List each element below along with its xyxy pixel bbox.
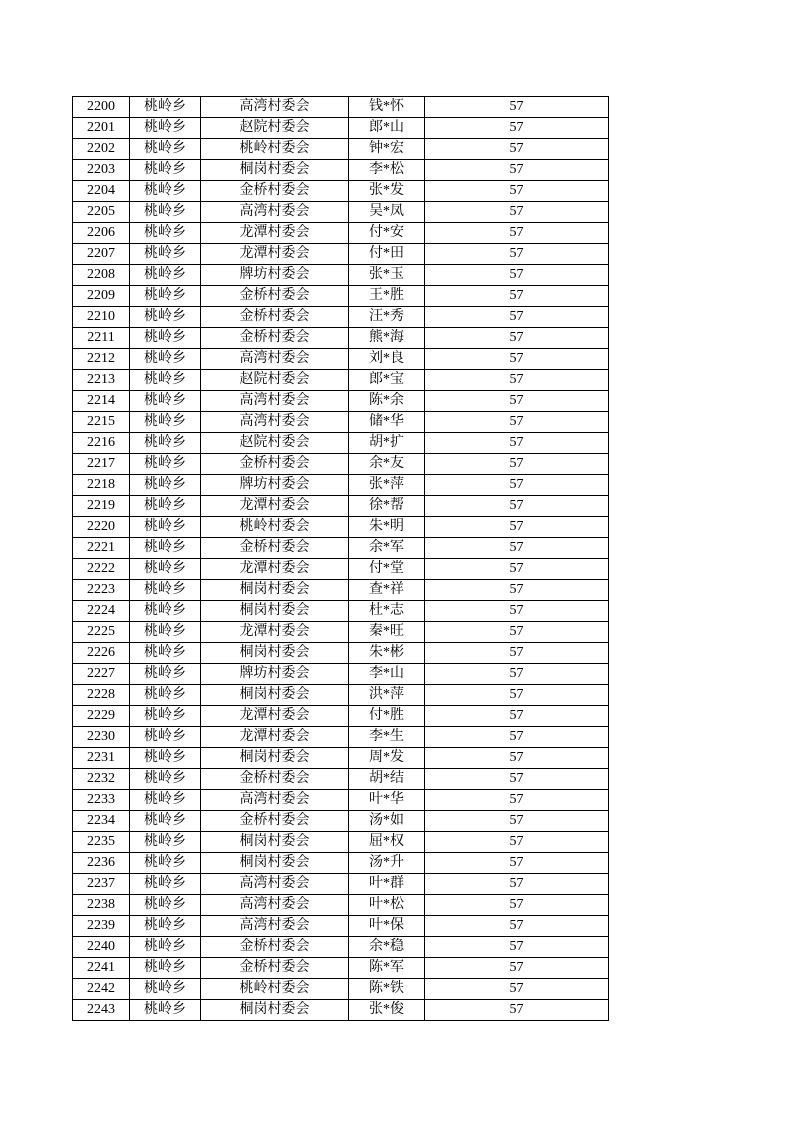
town-cell: 桃岭乡 bbox=[130, 202, 201, 223]
amount-cell: 57 bbox=[425, 118, 609, 139]
village-committee-cell: 龙潭村委会 bbox=[201, 559, 349, 580]
table-row bbox=[73, 874, 609, 895]
table-row bbox=[73, 790, 609, 811]
name-cell: 秦*旺 bbox=[349, 622, 425, 643]
table-row bbox=[73, 265, 609, 286]
village-committee-cell: 高湾村委会 bbox=[201, 874, 349, 895]
name-cell: 陈*铁 bbox=[349, 979, 425, 1000]
town-cell: 桃岭乡 bbox=[130, 307, 201, 328]
amount-cell: 57 bbox=[425, 790, 609, 811]
table-row bbox=[73, 937, 609, 958]
row-number-cell: 2237 bbox=[73, 874, 130, 895]
row-number-cell: 2203 bbox=[73, 160, 130, 181]
village-committee-cell: 龙潭村委会 bbox=[201, 622, 349, 643]
row-number-cell: 2215 bbox=[73, 412, 130, 433]
amount-cell: 57 bbox=[425, 874, 609, 895]
amount-cell: 57 bbox=[425, 286, 609, 307]
amount-cell: 57 bbox=[425, 328, 609, 349]
row-number-cell: 2241 bbox=[73, 958, 130, 979]
village-committee-cell: 桃岭村委会 bbox=[201, 517, 349, 538]
row-number-cell: 2214 bbox=[73, 391, 130, 412]
amount-cell: 57 bbox=[425, 517, 609, 538]
village-committee-cell: 赵院村委会 bbox=[201, 118, 349, 139]
name-cell: 叶*保 bbox=[349, 916, 425, 937]
village-committee-cell: 金桥村委会 bbox=[201, 769, 349, 790]
name-cell: 张*萍 bbox=[349, 475, 425, 496]
name-cell: 李*生 bbox=[349, 727, 425, 748]
town-cell: 桃岭乡 bbox=[130, 349, 201, 370]
table-row bbox=[73, 517, 609, 538]
town-cell: 桃岭乡 bbox=[130, 748, 201, 769]
row-number-cell: 2200 bbox=[73, 97, 130, 118]
town-cell: 桃岭乡 bbox=[130, 433, 201, 454]
row-number-cell: 2205 bbox=[73, 202, 130, 223]
table-row bbox=[73, 958, 609, 979]
table-row bbox=[73, 433, 609, 454]
amount-cell: 57 bbox=[425, 769, 609, 790]
village-committee-cell: 高湾村委会 bbox=[201, 916, 349, 937]
village-committee-cell: 桐岗村委会 bbox=[201, 832, 349, 853]
village-committee-cell: 赵院村委会 bbox=[201, 433, 349, 454]
table-row bbox=[73, 685, 609, 706]
name-cell: 徐*帮 bbox=[349, 496, 425, 517]
village-committee-cell: 桐岗村委会 bbox=[201, 685, 349, 706]
name-cell: 胡*扩 bbox=[349, 433, 425, 454]
table-row bbox=[73, 496, 609, 517]
name-cell: 熊*海 bbox=[349, 328, 425, 349]
amount-cell: 57 bbox=[425, 412, 609, 433]
amount-cell: 57 bbox=[425, 223, 609, 244]
town-cell: 桃岭乡 bbox=[130, 643, 201, 664]
town-cell: 桃岭乡 bbox=[130, 727, 201, 748]
table-row bbox=[73, 286, 609, 307]
town-cell: 桃岭乡 bbox=[130, 958, 201, 979]
name-cell: 张*玉 bbox=[349, 265, 425, 286]
table-row bbox=[73, 160, 609, 181]
town-cell: 桃岭乡 bbox=[130, 664, 201, 685]
village-committee-cell: 金桥村委会 bbox=[201, 454, 349, 475]
row-number-cell: 2219 bbox=[73, 496, 130, 517]
table-row bbox=[73, 139, 609, 160]
amount-cell: 57 bbox=[425, 853, 609, 874]
town-cell: 桃岭乡 bbox=[130, 622, 201, 643]
name-cell: 陈*余 bbox=[349, 391, 425, 412]
row-number-cell: 2201 bbox=[73, 118, 130, 139]
row-number-cell: 2202 bbox=[73, 139, 130, 160]
row-number-cell: 2243 bbox=[73, 1000, 130, 1021]
row-number-cell: 2239 bbox=[73, 916, 130, 937]
village-committee-cell: 高湾村委会 bbox=[201, 349, 349, 370]
town-cell: 桃岭乡 bbox=[130, 853, 201, 874]
town-cell: 桃岭乡 bbox=[130, 937, 201, 958]
name-cell: 付*安 bbox=[349, 223, 425, 244]
name-cell: 胡*结 bbox=[349, 769, 425, 790]
village-committee-cell: 金桥村委会 bbox=[201, 937, 349, 958]
amount-cell: 57 bbox=[425, 580, 609, 601]
table-row bbox=[73, 454, 609, 475]
town-cell: 桃岭乡 bbox=[130, 979, 201, 1000]
name-cell: 屈*权 bbox=[349, 832, 425, 853]
table-row bbox=[73, 916, 609, 937]
town-cell: 桃岭乡 bbox=[130, 832, 201, 853]
table-row bbox=[73, 622, 609, 643]
row-number-cell: 2238 bbox=[73, 895, 130, 916]
town-cell: 桃岭乡 bbox=[130, 916, 201, 937]
village-committee-cell: 高湾村委会 bbox=[201, 97, 349, 118]
name-cell: 吴*凤 bbox=[349, 202, 425, 223]
town-cell: 桃岭乡 bbox=[130, 601, 201, 622]
name-cell: 汤*升 bbox=[349, 853, 425, 874]
amount-cell: 57 bbox=[425, 895, 609, 916]
town-cell: 桃岭乡 bbox=[130, 706, 201, 727]
name-cell: 汪*秀 bbox=[349, 307, 425, 328]
village-committee-cell: 牌坊村委会 bbox=[201, 265, 349, 286]
amount-cell: 57 bbox=[425, 538, 609, 559]
village-committee-cell: 桐岗村委会 bbox=[201, 748, 349, 769]
amount-cell: 57 bbox=[425, 559, 609, 580]
village-committee-cell: 金桥村委会 bbox=[201, 538, 349, 559]
row-number-cell: 2221 bbox=[73, 538, 130, 559]
row-number-cell: 2231 bbox=[73, 748, 130, 769]
village-committee-cell: 桐岗村委会 bbox=[201, 853, 349, 874]
amount-cell: 57 bbox=[425, 181, 609, 202]
row-number-cell: 2228 bbox=[73, 685, 130, 706]
town-cell: 桃岭乡 bbox=[130, 412, 201, 433]
amount-cell: 57 bbox=[425, 727, 609, 748]
town-cell: 桃岭乡 bbox=[130, 895, 201, 916]
town-cell: 桃岭乡 bbox=[130, 223, 201, 244]
village-committee-cell: 金桥村委会 bbox=[201, 811, 349, 832]
table-row bbox=[73, 223, 609, 244]
village-committee-cell: 金桥村委会 bbox=[201, 286, 349, 307]
table-row bbox=[73, 853, 609, 874]
town-cell: 桃岭乡 bbox=[130, 811, 201, 832]
amount-cell: 57 bbox=[425, 433, 609, 454]
row-number-cell: 2224 bbox=[73, 601, 130, 622]
table-row bbox=[73, 769, 609, 790]
village-committee-cell: 龙潭村委会 bbox=[201, 223, 349, 244]
name-cell: 查*祥 bbox=[349, 580, 425, 601]
town-cell: 桃岭乡 bbox=[130, 97, 201, 118]
data-table bbox=[72, 96, 609, 1021]
name-cell: 余*军 bbox=[349, 538, 425, 559]
table-row bbox=[73, 202, 609, 223]
row-number-cell: 2236 bbox=[73, 853, 130, 874]
row-number-cell: 2217 bbox=[73, 454, 130, 475]
row-number-cell: 2206 bbox=[73, 223, 130, 244]
amount-cell: 57 bbox=[425, 832, 609, 853]
town-cell: 桃岭乡 bbox=[130, 685, 201, 706]
row-number-cell: 2229 bbox=[73, 706, 130, 727]
name-cell: 叶*华 bbox=[349, 790, 425, 811]
town-cell: 桃岭乡 bbox=[130, 496, 201, 517]
amount-cell: 57 bbox=[425, 601, 609, 622]
amount-cell: 57 bbox=[425, 958, 609, 979]
amount-cell: 57 bbox=[425, 979, 609, 1000]
town-cell: 桃岭乡 bbox=[130, 874, 201, 895]
name-cell: 陈*军 bbox=[349, 958, 425, 979]
town-cell: 桃岭乡 bbox=[130, 286, 201, 307]
table-row bbox=[73, 979, 609, 1000]
table-row bbox=[73, 328, 609, 349]
row-number-cell: 2223 bbox=[73, 580, 130, 601]
name-cell: 张*发 bbox=[349, 181, 425, 202]
table-row bbox=[73, 811, 609, 832]
table-row bbox=[73, 706, 609, 727]
village-committee-cell: 龙潭村委会 bbox=[201, 706, 349, 727]
row-number-cell: 2208 bbox=[73, 265, 130, 286]
village-committee-cell: 桐岗村委会 bbox=[201, 160, 349, 181]
name-cell: 付*堂 bbox=[349, 559, 425, 580]
table-row bbox=[73, 244, 609, 265]
village-committee-cell: 桐岗村委会 bbox=[201, 601, 349, 622]
town-cell: 桃岭乡 bbox=[130, 328, 201, 349]
row-number-cell: 2227 bbox=[73, 664, 130, 685]
name-cell: 郎*宝 bbox=[349, 370, 425, 391]
table-row bbox=[73, 1000, 609, 1021]
amount-cell: 57 bbox=[425, 307, 609, 328]
town-cell: 桃岭乡 bbox=[130, 370, 201, 391]
table-row bbox=[73, 895, 609, 916]
village-committee-cell: 桐岗村委会 bbox=[201, 580, 349, 601]
village-committee-cell: 桐岗村委会 bbox=[201, 643, 349, 664]
name-cell: 钱*怀 bbox=[349, 97, 425, 118]
table-row bbox=[73, 391, 609, 412]
amount-cell: 57 bbox=[425, 370, 609, 391]
village-committee-cell: 金桥村委会 bbox=[201, 181, 349, 202]
village-committee-cell: 龙潭村委会 bbox=[201, 496, 349, 517]
row-number-cell: 2230 bbox=[73, 727, 130, 748]
table-row bbox=[73, 643, 609, 664]
table-row bbox=[73, 748, 609, 769]
amount-cell: 57 bbox=[425, 139, 609, 160]
amount-cell: 57 bbox=[425, 265, 609, 286]
name-cell: 付*胜 bbox=[349, 706, 425, 727]
name-cell: 叶*群 bbox=[349, 874, 425, 895]
row-number-cell: 2240 bbox=[73, 937, 130, 958]
town-cell: 桃岭乡 bbox=[130, 265, 201, 286]
row-number-cell: 2216 bbox=[73, 433, 130, 454]
table-row bbox=[73, 97, 609, 118]
table-row bbox=[73, 118, 609, 139]
row-number-cell: 2232 bbox=[73, 769, 130, 790]
village-committee-cell: 龙潭村委会 bbox=[201, 727, 349, 748]
name-cell: 周*发 bbox=[349, 748, 425, 769]
name-cell: 张*俊 bbox=[349, 1000, 425, 1021]
name-cell: 洪*萍 bbox=[349, 685, 425, 706]
town-cell: 桃岭乡 bbox=[130, 1000, 201, 1021]
amount-cell: 57 bbox=[425, 664, 609, 685]
table-row bbox=[73, 727, 609, 748]
town-cell: 桃岭乡 bbox=[130, 538, 201, 559]
table-row bbox=[73, 349, 609, 370]
table-row bbox=[73, 475, 609, 496]
row-number-cell: 2222 bbox=[73, 559, 130, 580]
row-number-cell: 2235 bbox=[73, 832, 130, 853]
amount-cell: 57 bbox=[425, 748, 609, 769]
village-committee-cell: 牌坊村委会 bbox=[201, 664, 349, 685]
name-cell: 储*华 bbox=[349, 412, 425, 433]
amount-cell: 57 bbox=[425, 391, 609, 412]
amount-cell: 57 bbox=[425, 1000, 609, 1021]
town-cell: 桃岭乡 bbox=[130, 769, 201, 790]
amount-cell: 57 bbox=[425, 454, 609, 475]
row-number-cell: 2226 bbox=[73, 643, 130, 664]
amount-cell: 57 bbox=[425, 244, 609, 265]
amount-cell: 57 bbox=[425, 349, 609, 370]
row-number-cell: 2211 bbox=[73, 328, 130, 349]
amount-cell: 57 bbox=[425, 97, 609, 118]
amount-cell: 57 bbox=[425, 496, 609, 517]
row-number-cell: 2209 bbox=[73, 286, 130, 307]
amount-cell: 57 bbox=[425, 706, 609, 727]
name-cell: 李*松 bbox=[349, 160, 425, 181]
name-cell: 付*田 bbox=[349, 244, 425, 265]
table-row bbox=[73, 559, 609, 580]
row-number-cell: 2234 bbox=[73, 811, 130, 832]
row-number-cell: 2225 bbox=[73, 622, 130, 643]
amount-cell: 57 bbox=[425, 685, 609, 706]
row-number-cell: 2233 bbox=[73, 790, 130, 811]
table-body bbox=[73, 97, 609, 1021]
table-row bbox=[73, 412, 609, 433]
village-committee-cell: 高湾村委会 bbox=[201, 895, 349, 916]
table-row bbox=[73, 538, 609, 559]
name-cell: 郎*山 bbox=[349, 118, 425, 139]
town-cell: 桃岭乡 bbox=[130, 244, 201, 265]
name-cell: 杜*志 bbox=[349, 601, 425, 622]
village-committee-cell: 高湾村委会 bbox=[201, 391, 349, 412]
village-committee-cell: 高湾村委会 bbox=[201, 412, 349, 433]
village-committee-cell: 桃岭村委会 bbox=[201, 979, 349, 1000]
name-cell: 刘*良 bbox=[349, 349, 425, 370]
village-committee-cell: 桃岭村委会 bbox=[201, 139, 349, 160]
row-number-cell: 2242 bbox=[73, 979, 130, 1000]
town-cell: 桃岭乡 bbox=[130, 790, 201, 811]
row-number-cell: 2207 bbox=[73, 244, 130, 265]
amount-cell: 57 bbox=[425, 160, 609, 181]
row-number-cell: 2212 bbox=[73, 349, 130, 370]
amount-cell: 57 bbox=[425, 202, 609, 223]
table-row bbox=[73, 370, 609, 391]
row-number-cell: 2218 bbox=[73, 475, 130, 496]
name-cell: 汤*如 bbox=[349, 811, 425, 832]
town-cell: 桃岭乡 bbox=[130, 139, 201, 160]
village-committee-cell: 高湾村委会 bbox=[201, 790, 349, 811]
table-row bbox=[73, 307, 609, 328]
town-cell: 桃岭乡 bbox=[130, 559, 201, 580]
name-cell: 李*山 bbox=[349, 664, 425, 685]
village-committee-cell: 桐岗村委会 bbox=[201, 1000, 349, 1021]
amount-cell: 57 bbox=[425, 937, 609, 958]
table-row bbox=[73, 832, 609, 853]
village-committee-cell: 金桥村委会 bbox=[201, 958, 349, 979]
town-cell: 桃岭乡 bbox=[130, 160, 201, 181]
name-cell: 钟*宏 bbox=[349, 139, 425, 160]
row-number-cell: 2213 bbox=[73, 370, 130, 391]
town-cell: 桃岭乡 bbox=[130, 475, 201, 496]
town-cell: 桃岭乡 bbox=[130, 181, 201, 202]
row-number-cell: 2204 bbox=[73, 181, 130, 202]
table-row bbox=[73, 664, 609, 685]
village-committee-cell: 赵院村委会 bbox=[201, 370, 349, 391]
name-cell: 朱*彬 bbox=[349, 643, 425, 664]
name-cell: 王*胜 bbox=[349, 286, 425, 307]
row-number-cell: 2210 bbox=[73, 307, 130, 328]
amount-cell: 57 bbox=[425, 811, 609, 832]
name-cell: 余*友 bbox=[349, 454, 425, 475]
amount-cell: 57 bbox=[425, 622, 609, 643]
amount-cell: 57 bbox=[425, 643, 609, 664]
table-row bbox=[73, 580, 609, 601]
town-cell: 桃岭乡 bbox=[130, 118, 201, 139]
town-cell: 桃岭乡 bbox=[130, 517, 201, 538]
town-cell: 桃岭乡 bbox=[130, 391, 201, 412]
name-cell: 余*稳 bbox=[349, 937, 425, 958]
name-cell: 叶*松 bbox=[349, 895, 425, 916]
row-number-cell: 2220 bbox=[73, 517, 130, 538]
village-committee-cell: 高湾村委会 bbox=[201, 202, 349, 223]
table-row bbox=[73, 601, 609, 622]
table-row bbox=[73, 181, 609, 202]
name-cell: 朱*明 bbox=[349, 517, 425, 538]
amount-cell: 57 bbox=[425, 916, 609, 937]
town-cell: 桃岭乡 bbox=[130, 454, 201, 475]
village-committee-cell: 龙潭村委会 bbox=[201, 244, 349, 265]
village-committee-cell: 金桥村委会 bbox=[201, 307, 349, 328]
village-committee-cell: 金桥村委会 bbox=[201, 328, 349, 349]
town-cell: 桃岭乡 bbox=[130, 580, 201, 601]
village-committee-cell: 牌坊村委会 bbox=[201, 475, 349, 496]
amount-cell: 57 bbox=[425, 475, 609, 496]
